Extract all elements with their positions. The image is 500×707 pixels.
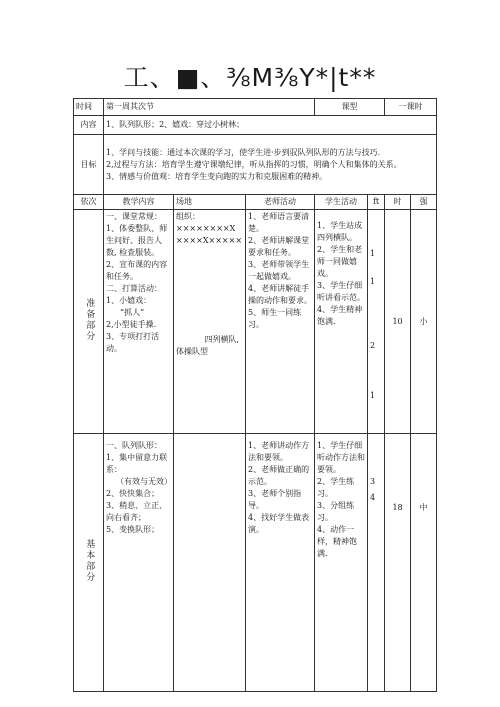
prep-teacher-line: 1、老师语言要清楚。 xyxy=(248,212,310,233)
prep-venue-line: 组织： xyxy=(176,212,200,221)
basic-student-line: 4、动作一样，精神饱满. xyxy=(317,525,358,558)
goal-line: 3、情感与价值观：培育学生变向跑的实力和克服困难的精神。 xyxy=(106,171,328,181)
content-value: 1、队列队形；2、嬉戏：穿过小树林； xyxy=(104,116,437,135)
prep-venue xyxy=(174,210,246,434)
prep-teacher-line: 3、老师带领学生一起做嬉戏。 xyxy=(248,260,310,281)
basic-content-line: 3、稍息、立正、向右看齐； xyxy=(106,501,168,522)
basic-teacher-line: 1、老师讲动作方法和要领。 xyxy=(248,441,310,462)
prep-content-line: 2、宣布课的内容和任务。 xyxy=(106,260,168,281)
basic-teacher xyxy=(246,434,315,692)
basic-section-label xyxy=(74,434,104,692)
prep-section-label xyxy=(74,210,104,434)
basic-strength: 中 xyxy=(411,434,437,692)
prep-count: 1 xyxy=(370,391,376,400)
basic-counts xyxy=(368,434,385,692)
basic-teacher-line: 4、找好学生做表演。 xyxy=(248,513,310,534)
prep-content-line: “抓人” xyxy=(120,308,145,317)
header-order: 依次 xyxy=(74,195,104,210)
prep-content xyxy=(104,210,174,434)
prep-count: 1 xyxy=(370,277,376,286)
header-time: 时 xyxy=(385,195,411,210)
header-student: 学生活动 xyxy=(315,195,368,210)
prep-student-line: 2、学生和老师一同做嬉戏。 xyxy=(317,245,363,278)
goal-line: 2,过程与方法：培育学生遵守课墩纪律，听从指挥的习惯，明确个人和集体的关系。 xyxy=(106,159,402,169)
header-content: 教学内容 xyxy=(104,195,174,210)
basic-content xyxy=(104,434,174,692)
basic-time: 18 xyxy=(385,434,411,692)
basic-student-line: 3、分组练习。 xyxy=(317,501,355,522)
basic-venue xyxy=(174,434,246,692)
prep-content-line: 1、小嬉戏： xyxy=(106,296,152,305)
prep-content-line: 2,小型徒手操. xyxy=(106,320,157,329)
time-value: 第一周其次节 xyxy=(104,99,315,116)
type-value: 一课时 xyxy=(385,99,437,116)
basic-student-line: 2、学生练习。 xyxy=(317,477,355,498)
goal-line: 1、学问与技能：通过本次课的学习，使学生进·步到驭队列队形的方法与技巧. xyxy=(106,147,381,157)
prep-counts xyxy=(368,210,385,434)
basic-content-line: 2、快快集合； xyxy=(106,489,160,498)
prep-teacher-line: 4、老师讲解徒手操的动作和要求。 xyxy=(248,284,312,305)
prep-formation: ××××X××××× xyxy=(176,236,243,245)
basic-count: 3 xyxy=(370,477,376,486)
prep-content-line: 3、专项打打活动。 xyxy=(106,332,160,353)
basic-label: 基本部分 xyxy=(84,538,95,583)
basic-content-line: 5、变换队形； xyxy=(106,525,160,534)
lesson-plan-table xyxy=(73,98,437,692)
prep-student xyxy=(315,210,368,434)
prep-strength: 小 xyxy=(411,210,437,434)
basic-teacher-line: 2、老师做正确的示范。 xyxy=(248,465,310,486)
time-label: 时间 xyxy=(74,99,104,116)
header-teacher: 老师活动 xyxy=(246,195,315,210)
prep-formation: ××××××××X xyxy=(176,224,236,233)
header-times: ft xyxy=(368,195,385,210)
type-label: 课型 xyxy=(315,99,385,116)
header-venue: 场地 xyxy=(174,195,246,210)
prep-time: 10 xyxy=(385,210,411,434)
basic-content-line: （有效与无效） xyxy=(116,477,172,486)
prep-student-line: 1、学生站成四列横队。 xyxy=(317,221,363,242)
basic-content-line: 一、队列队形： xyxy=(106,441,162,450)
prep-student-line: 4、学生精神饱满. xyxy=(317,305,363,326)
prep-teacher-line: 5、师生一同练习。 xyxy=(248,308,302,329)
prep-teacher xyxy=(246,210,315,434)
page-title: 工、■、⅜M⅜Y*|t** xyxy=(123,63,377,92)
prep-count: 1 xyxy=(370,249,376,258)
basic-student xyxy=(315,434,368,692)
header-strength: 强 xyxy=(411,195,437,210)
prep-student-line: 3、学生仔细听讲看示范。 xyxy=(317,281,366,302)
content-label: 内容 xyxy=(74,116,104,135)
prep-content-line: 一、课堂常规： xyxy=(106,212,162,221)
prep-content-line: 1、体委整队、师生问好、报告人数, 检查服装。 xyxy=(106,224,168,257)
basic-content-line: 1、集中留意力联系： xyxy=(106,453,168,474)
prep-teacher-line: 2、老师讲解课堂要求和任务。 xyxy=(248,236,310,257)
prep-venue-line: 四列横队, xyxy=(204,335,239,344)
goals-label: 目标 xyxy=(74,135,104,195)
goals-text xyxy=(104,135,437,195)
prep-label: 准备部分 xyxy=(84,297,95,342)
prep-venue-line: 体操队型 xyxy=(176,347,208,356)
prep-venue-note xyxy=(176,334,243,358)
basic-teacher-line: 3、老师个别指导。 xyxy=(248,489,302,510)
prep-count: 2 xyxy=(370,341,376,350)
prep-content-line: 二、打算活动： xyxy=(106,284,162,293)
basic-student-line: 1、学生仔细听动作方法和要领。 xyxy=(317,441,366,474)
basic-count: 4 xyxy=(370,493,376,502)
